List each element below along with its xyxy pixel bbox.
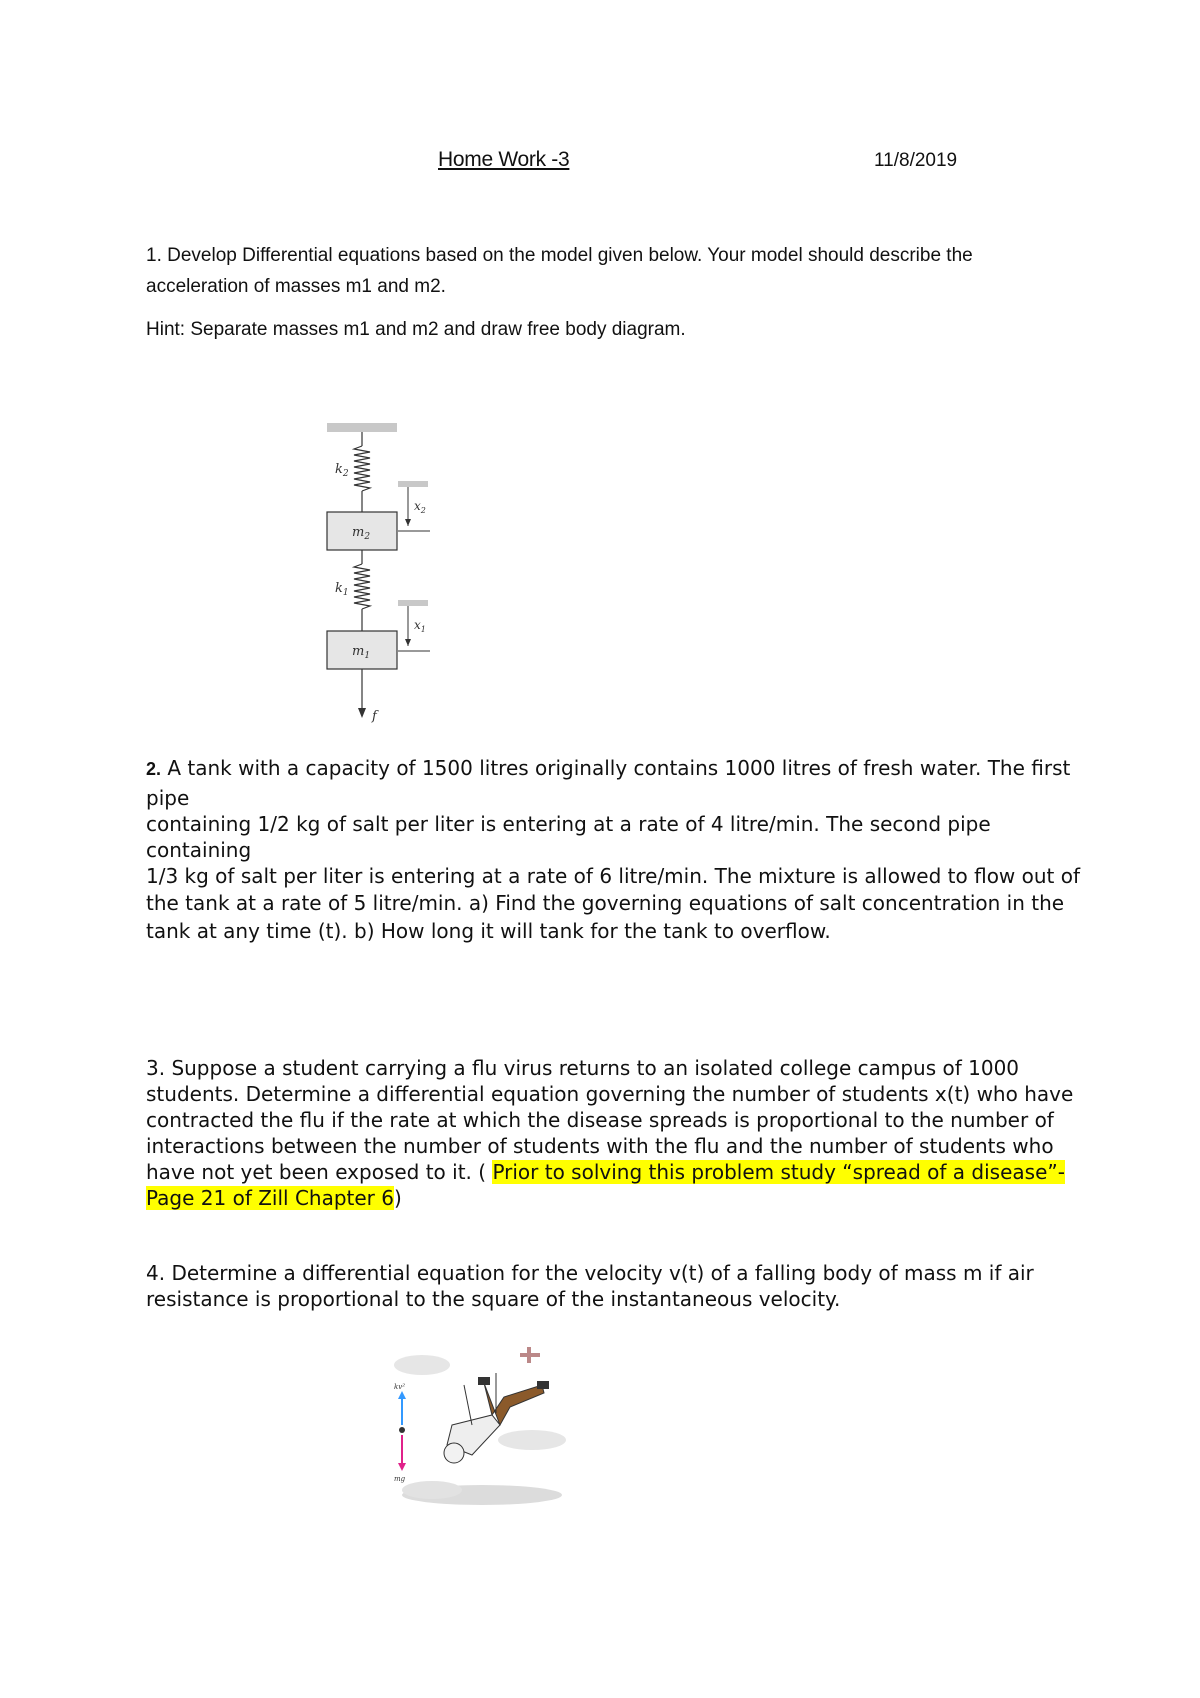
spring-k1: [354, 564, 370, 609]
question-2-line-2: containing 1/2 kg of salt per liter is entering at a rate of 4 litre/min. The second pipe containing: [146, 812, 991, 862]
label-k2: $k_2$: [335, 462, 349, 479]
falling-body-illustration: [392, 1345, 570, 1505]
spring-k2: [354, 446, 370, 491]
question-2-line-1: 2. A tank with a capacity of 1500 litres originally contains 1000 litres of fresh water. The first pipe: [146, 756, 1071, 810]
question-1-hint: Hint: Separate masses m1 and m2 and draw free body diagram.: [146, 319, 686, 340]
ceiling: [327, 423, 397, 432]
label-x1: $x_1$: [414, 618, 426, 634]
airplane-icon: [520, 1347, 540, 1363]
label-m2: $m_2$: [352, 525, 371, 542]
question-2: [146, 754, 1081, 945]
date: 11/8/2019: [874, 150, 958, 171]
question-4: 4. Determine a differential equation for the velocity v(t) of a falling body of mass m if air resistance is proportional to the square of the instantaneous velocity.: [146, 1261, 1034, 1311]
question-2-line-4: the tank at a rate of 5 litre/min. a) Find the governing equations of salt concentration in the tank at any time (t). b) How long it will tank for the tank to overflow.: [146, 891, 1065, 943]
question-3-text: 3. Suppose a student carrying a flu virus returns to an isolated college campus of 1000 students. Determine a differential equation governing the number of students x(t) who have contracted the flu if the rate at which the disease spreads is proportional to the number of interactions between the number of students with the flu and the number of students who have not yet been exposed to it. (: [146, 1056, 1074, 1184]
label-weight: mg: [394, 1475, 406, 1483]
question-1: [146, 240, 1076, 302]
label-f: f: [372, 709, 377, 724]
question-3-close: ): [394, 1186, 402, 1210]
page-title: Home Work -3: [438, 148, 570, 171]
question-1-text: Develop Differential equations based on the model given below. Your model should describe the acceleration of masses m1 and m2.: [146, 245, 973, 297]
question-1-number: 1.: [146, 245, 162, 266]
question-2-line-3: 1/3 kg of salt per liter is entering at a rate of 6 litre/min. The mixture is allowed to flow out of: [146, 864, 1081, 888]
label-m1: $m_1$: [352, 644, 371, 661]
highlighted-note: Prior to solving this problem study “spread of a disease”- Page 21 of Zill Chapter 6: [146, 1160, 1065, 1210]
question-2-number: 2.: [146, 759, 162, 779]
spring-mass-diagram: [320, 418, 440, 728]
label-air-resistance: kv²: [394, 1383, 406, 1391]
label-x2: $x_2$: [414, 499, 426, 515]
label-k1: $k_1$: [335, 581, 349, 598]
question-3: [146, 1055, 1081, 1211]
